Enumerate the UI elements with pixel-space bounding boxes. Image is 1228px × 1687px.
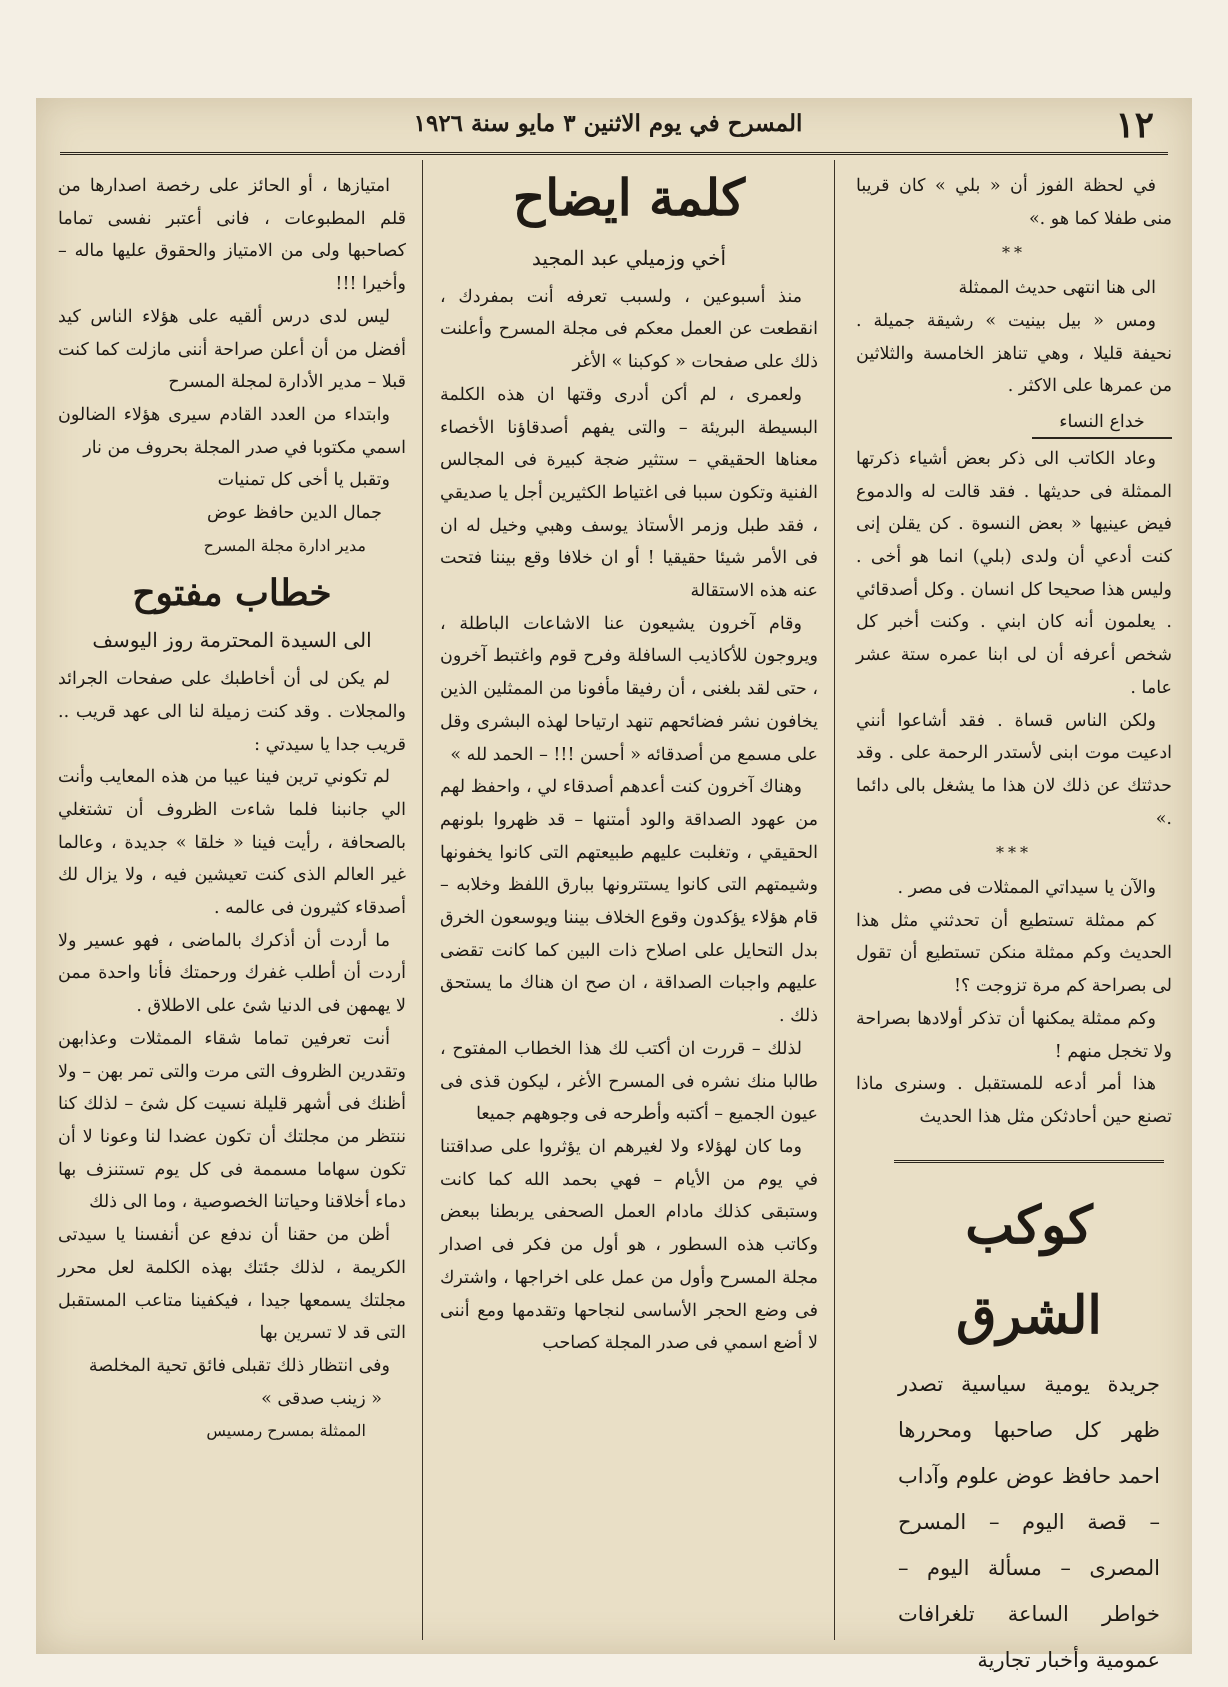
section-stars: ***: [996, 843, 1032, 863]
header-title: المسرح في يوم الاثنين ٣ مايو سنة ١٩٢٦: [413, 110, 803, 137]
newspaper-page: [36, 98, 1192, 1672]
article-paragraph: وفى انتظار ذلك تقبلى فائق تحية المخلصة: [88, 1355, 390, 1376]
left-column: [58, 170, 406, 1640]
advertisement-title: كوكب الشرق: [956, 1195, 1102, 1346]
page-header: [36, 98, 1192, 152]
article-headline: كلمة ايضاح: [512, 168, 746, 227]
article-paragraph: لم تكوني ترين فينا عيبا من هذه المعايب وأنت الي جانبنا فلما شاءت الظروف أن تشتغلي بالصحافة ، رأيت فينا « خلقا » جديدة ، وعالما غير العالم الذى كنت تعيشين فيه ، ولا يزال لك أصدقاء كثيرون فى عالمه .: [58, 767, 406, 919]
article-paragraph: وما كان لهؤلاء ولا لغيرهم ان يؤثروا على صداقتنا في يوم من الأيام – فهي بحمد الله كما كانت وستبقى كذلك مادام العمل الصحفى يربطنا ببعض وكاتب هذه السطور ، هو أول من فكر فى اصدار مجلة المسرح وأول من عمل على اخراجها ، واشترك فى وضع الحجر الأساسى لنجاحها وتقدمها ومع أننى لا أضع اسمي فى صدر المجلة كصاحب: [440, 1136, 818, 1354]
article-paragraph: وقام آخرون يشيعون عنا الاشاعات الباطلة ، ويروجون للأكاذيب السافلة وفرح قوم واغتبط آخرون ، حتى لقد بلغنى ، أن رفيقا مأفونا من الممثلين الذين يخافون نشر فضائحهم تنهد ارتياحا لهذه البشرى وقل على مسمع من أصدقائه « أحسن !!! – الحمد لله »: [440, 613, 818, 765]
section-title: خطاب مفتوح: [132, 572, 332, 615]
article-paragraph: لذلك – قررت ان أكتب لك هذا الخطاب المفتوح ، طالبا منك نشره فى المسرح الأغر ، ليكون قذى فى عيون الجميع – أكتبه وأطرحه فى وجوههم جميعا: [440, 1038, 818, 1125]
article-paragraph: ليس لدى درس ألقيه على هؤلاء الناس كيد أفضل من أن أعلن صراحة أننى مازلت كما كنت قبلا – مدير الأدارة لمجلة المسرح: [58, 306, 406, 393]
article-paragraph: وهناك آخرون كنت أعدهم أصدقاء لي ، واحفظ لهم من عهود الصداقة والود أمتنها – قد ظهروا بلونهم الحقيقي ، وتغلبت عليهم طبيعتهم التى كانوا يخفونها وشيمتهم التى كانوا يستترونها ببارق اللفظ وخلابه – قام هؤلاء يؤكدون وقوع الخلاف بيننا ويوسعون الخرق بدل التحايل على اصلاح ذات البين كما كانت تقضى عليهم واجبات الصداقة ، ان صح ان هناك ما يستحق ذلك .: [440, 777, 818, 1027]
section-stars: **: [1002, 243, 1026, 263]
subheading: خداع النساء: [1032, 407, 1172, 439]
right-column: [856, 170, 1172, 1150]
article-paragraph: ولعمرى ، لم أكن أدرى وقتها ان هذه الكلمة البسيطة البريئة – والتى يفهم أصدقاؤنا الأخصاء معناها الحقيقي – ستثير ضجة كبيرة فى المجالس الفنية وتكون سببا فى اغتياط الكثيرين أجل يا صديقي ، فقد طبل وزمر الأستاذ يوسف وهبي وخيل له ان فى الأمر شيئا حقيقيا ! أو ان خلافا وقع بيننا فتحت عنه هذه الاستقالة: [440, 384, 818, 602]
page-number: ١٢: [1115, 104, 1154, 146]
article-paragraph: الى هنا انتهى حديث الممثلة: [958, 278, 1156, 299]
header-rule: [60, 152, 1168, 155]
article-paragraph: وابتداء من العدد القادم سيرى هؤلاء الضالون اسمي مكتوبا في صدر المجلة بحروف من نار: [58, 404, 406, 458]
advertisement-text: جريدة يومية سياسية تصدر ظهر كل صاحبها ومحررها احمد حافظ عوض علوم وآداب – قصة اليوم – المسرح المصرى – مسألة اليوم – خواطر الساعة تلغرافات عمومية وأخبار تجارية: [898, 1372, 1160, 1672]
section-subhead: الى السيدة المحترمة روز اليوسف: [92, 628, 372, 653]
article-salutation: أخي وزميلي عبد المجيد: [531, 246, 727, 270]
article-paragraph: في لحظة الفوز أن « بلي » كان قريبا منى طفلا كما هو .»: [856, 176, 1172, 229]
article-paragraph: أنت تعرفين تماما شقاء الممثلات وعذابهن وتقدرين الظروف التى مرت والتى تمر بهن – ولا أظنك فى أشهر قليلة نسيت كل شئ – لذلك كنا ننتظر من مجلتك أن تكون عضدا لنا وعونا لا أن تكون سهاما مسممة فى كل يوم تستنزف بها دماء أخلاقنا وحياتنا الخصوصية ، وما الى ذلك: [58, 1028, 406, 1213]
signature-name: جمال الدين حافظ عوض: [206, 503, 382, 524]
article-paragraph: ولكن الناس قساة . فقد أشاعوا أنني ادعيت موت ابنى لأستدر الرحمة على . وقد حدثتك عن ذلك لان هذا ما يشغل بالى دائما .»: [856, 710, 1172, 829]
signature-title: مدير ادارة مجلة المسرح: [203, 535, 366, 555]
article-paragraph: ما أردت أن أذكرك بالماضى ، فهو عسير ولا أردت أن أطلب غفرك ورحمتك فأنا واحدة ممن لا يهمهن فى الدنيا شئ على الاطلاق .: [58, 930, 406, 1017]
article-paragraph: لم يكن لى أن أخاطبك على صفحات الجرائد والمجلات . وقد كنت زميلة لنا الى عهد قريب .. قريب جدا يا سيدتي :: [58, 669, 406, 755]
article-paragraph: أظن من حقنا أن ندفع عن أنفسنا يا سيدتى الكريمة ، لذلك جئتك بهذه الكلمة لعل محرر مجلتك يسمعها جيدا ، فيكفينا متاعب المستقبل التى قد لا تسرين بها: [58, 1225, 406, 1344]
article-paragraph: منذ أسبوعين ، ولسبب تعرفه أنت بمفردك ، انقطعت عن العمل معكم فى مجلة المسرح وأعلنت ذلك على صفحات « كوكبنا » الأغر: [440, 286, 818, 373]
advertisement-box: [894, 1160, 1164, 1672]
signature-name: « زينب صدقى »: [261, 1388, 382, 1409]
middle-column: [440, 160, 818, 1640]
article-paragraph: هذا أمر أدعه للمستقبل . وسنرى ماذا تصنع حين أحادثكن مثل هذا الحديث: [856, 1074, 1172, 1127]
column-divider-left: [422, 160, 423, 1640]
article-paragraph: ومس « بيل بينيت » رشيقة جميلة . نحيفة قليلا ، وهي تناهز الخامسة والثلاثين من عمرها على الاكثر .: [856, 310, 1172, 397]
article-paragraph: والآن يا سيداتي الممثلات فى مصر .: [897, 878, 1156, 899]
article-paragraph: وكم ممثلة يمكنها أن تذكر أولادها بصراحة ولا تخجل منهم !: [856, 1008, 1172, 1062]
article-paragraph: وعاد الكاتب الى ذكر بعض أشياء ذكرتها الممثلة فى حديثها . فقد قالت له والدموع فيض عينيها « بعض النسوة . كن يقلن إنى كنت أدعي أن ولدى (بلي) انما هو أخى . وليس هذا صحيحا كل انسان . وكل أصدقائي . يعلمون أنه كان ابني . وكنت أخبر كل شخص أعرفه أن لى ابنا عمره ستة عشر عاما .: [856, 448, 1172, 698]
article-paragraph: امتيازها ، أو الحائز على رخصة اصدارها من قلم المطبوعات ، فانى أعتبر نفسى تماما كصاحبها ولى من الامتياز والحقوق عليها ماله – وأخيرا !!!: [58, 176, 406, 295]
column-divider-right: [834, 160, 835, 1640]
article-paragraph: كم ممثلة تستطيع أن تحدثني مثل هذا الحديث وكم ممثلة منكن تستطيع أن تقول لى بصراحة كم مرة تزوجت ؟!: [856, 910, 1172, 997]
signature-title: الممثلة بمسرح رمسيس: [206, 1421, 366, 1441]
article-paragraph: وتقبل يا أخى كل تمنيات: [217, 470, 390, 491]
